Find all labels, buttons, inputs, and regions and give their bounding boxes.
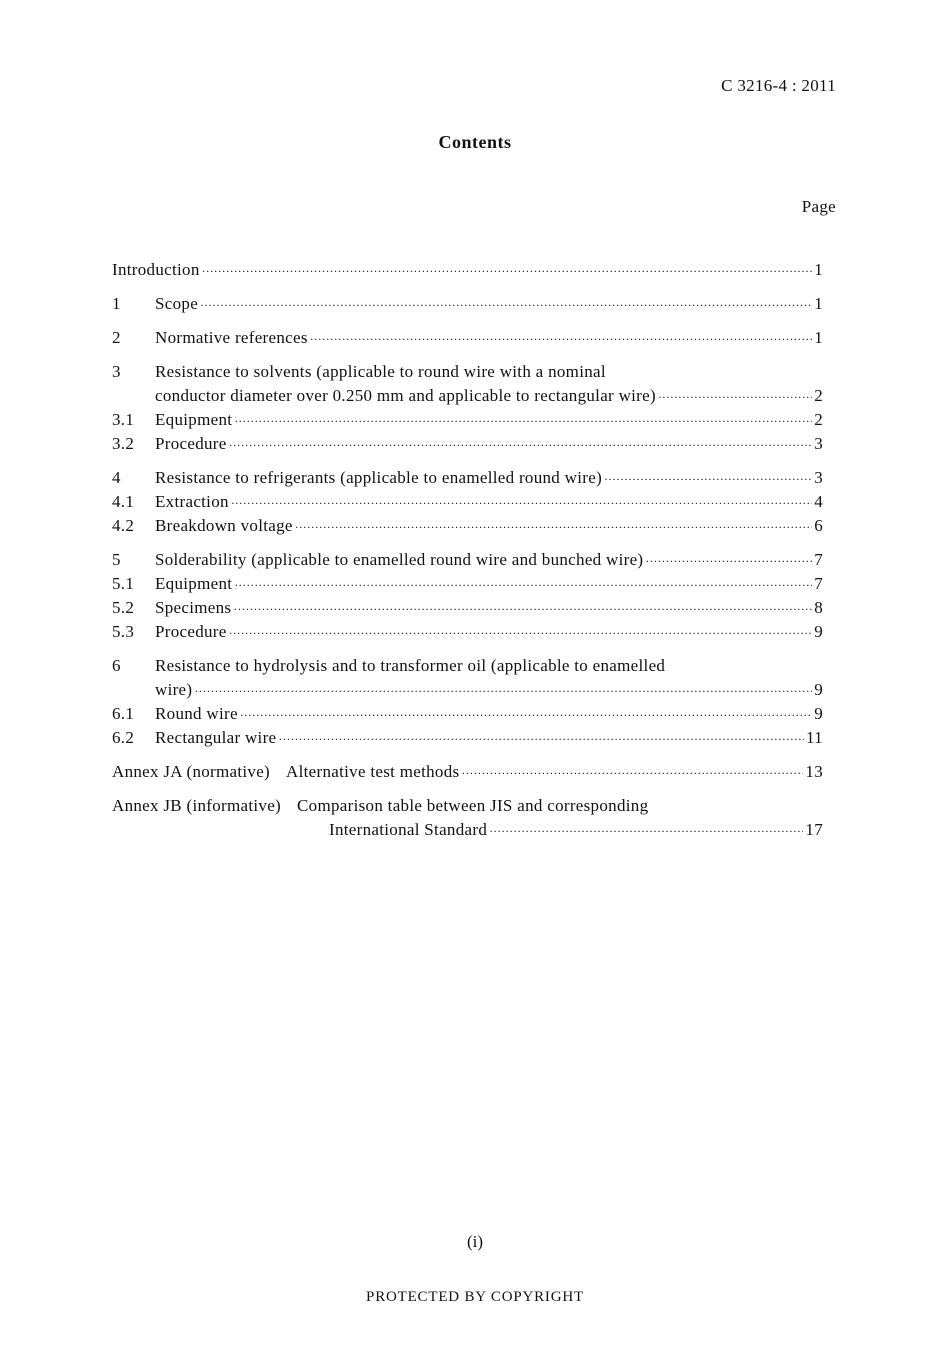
dot-leader (202, 258, 813, 283)
dot-leader (278, 726, 804, 751)
toc-entry-5-1[interactable] (112, 572, 823, 596)
page-title: Contents (438, 132, 512, 152)
toc-entry-5-3[interactable] (112, 620, 823, 644)
page-number: (i) (466, 1232, 484, 1251)
toc-entry-5-2[interactable] (112, 596, 823, 620)
toc-entry-annex-ja[interactable] (112, 760, 823, 784)
dot-leader (200, 292, 812, 317)
dot-leader (295, 514, 812, 539)
page-column-heading: Page (801, 197, 836, 216)
toc-title: Specimens (155, 598, 232, 617)
toc-page: 4 (814, 492, 823, 511)
toc-title-line1: Resistance to solvents (applicable to round wire with a nominal (155, 362, 606, 381)
dot-leader (461, 760, 803, 785)
toc-page: 9 (814, 622, 823, 641)
toc-entry-4[interactable] (112, 466, 823, 490)
toc-number: 6.1 (112, 704, 135, 723)
toc-title: Introduction (112, 260, 200, 279)
toc-entry-4-1[interactable] (112, 490, 823, 514)
toc-number: 4 (112, 468, 121, 487)
toc-page: 3 (814, 434, 823, 453)
toc-page: 7 (814, 574, 823, 593)
toc-number: 5.1 (112, 574, 135, 593)
toc-entry-2[interactable] (112, 326, 823, 350)
toc-entry-3[interactable] (112, 360, 823, 384)
toc-title: Extraction (155, 492, 229, 511)
toc-number: 3 (112, 362, 121, 381)
dot-leader (233, 596, 812, 621)
toc-entry-introduction[interactable] (112, 258, 823, 282)
toc-entry-6-2[interactable] (112, 726, 823, 750)
toc-page: 1 (814, 328, 823, 347)
document-code: C 3216-4 : 2011 (721, 76, 836, 95)
dot-leader (234, 408, 812, 433)
toc-number: 4.1 (112, 492, 135, 511)
toc-number: 5.3 (112, 622, 135, 641)
toc-page: 3 (814, 468, 823, 487)
toc-title: Equipment (155, 574, 233, 593)
toc-title-line2: wire) (155, 680, 193, 699)
toc-title: Scope (155, 294, 199, 313)
dot-leader (658, 384, 812, 409)
dot-leader (240, 702, 812, 727)
dot-leader (229, 432, 813, 457)
dot-leader (231, 490, 812, 515)
annex-label: Annex JB (informative) (112, 796, 282, 815)
toc-page: 11 (806, 728, 823, 747)
toc-entry-6-1[interactable] (112, 702, 823, 726)
toc-title: Rectangular wire (155, 728, 277, 747)
toc-number: 2 (112, 328, 121, 347)
toc-number: 5.2 (112, 598, 135, 617)
toc-page: 2 (814, 410, 823, 429)
toc-number: 6 (112, 656, 121, 675)
dot-leader (489, 818, 803, 843)
toc-number: 1 (112, 294, 121, 313)
toc-entry-annex-jb-continued[interactable] (112, 818, 823, 842)
toc-page: 17 (805, 820, 823, 839)
dot-leader (310, 326, 812, 351)
dot-leader (645, 548, 812, 573)
toc-entry-5[interactable] (112, 548, 823, 572)
dot-leader (194, 678, 812, 703)
toc-title: Alternative test methods (286, 762, 460, 781)
toc-number: 3.1 (112, 410, 135, 429)
toc-title-line1: Comparison table between JIS and corresponding (297, 796, 649, 815)
toc-title-line2: International Standard (329, 820, 488, 839)
toc-page: 1 (814, 260, 823, 279)
toc-title: Resistance to refrigerants (applicable to enamelled round wire) (155, 468, 603, 487)
toc-entry-1[interactable] (112, 292, 823, 316)
toc-page: 7 (814, 550, 823, 569)
toc-entry-6-continued[interactable] (112, 678, 823, 702)
toc-entry-3-1[interactable] (112, 408, 823, 432)
toc-title: Equipment (155, 410, 233, 429)
toc-page: 9 (814, 680, 823, 699)
dot-leader (234, 572, 812, 597)
toc-entry-3-2[interactable] (112, 432, 823, 456)
toc-entry-4-2[interactable] (112, 514, 823, 538)
toc-page: 13 (805, 762, 823, 781)
toc-title: Procedure (155, 434, 227, 453)
dot-leader (229, 620, 813, 645)
toc-title: Procedure (155, 622, 227, 641)
toc-number: 3.2 (112, 434, 135, 453)
toc-page: 9 (814, 704, 823, 723)
toc-page: 1 (814, 294, 823, 313)
toc-page: 2 (814, 386, 823, 405)
toc-entry-6[interactable] (112, 654, 823, 678)
toc-entry-3-continued[interactable] (112, 384, 823, 408)
toc-title: Solderability (applicable to enamelled round wire and bunched wire) (155, 550, 644, 569)
copyright-notice: PROTECTED BY COPYRIGHT (366, 1289, 584, 1305)
toc-page: 6 (814, 516, 823, 535)
toc-entry-annex-jb[interactable] (112, 794, 823, 818)
toc-number: 4.2 (112, 516, 135, 535)
dot-leader (604, 466, 812, 491)
toc-page: 8 (814, 598, 823, 617)
annex-label: Annex JA (normative) (112, 762, 271, 781)
table-of-contents (112, 258, 823, 842)
toc-title-line2: conductor diameter over 0.250 mm and applicable to rectangular wire) (155, 386, 656, 405)
toc-title: Normative references (155, 328, 308, 347)
toc-title-line1: Resistance to hydrolysis and to transformer oil (applicable to enamelled (155, 656, 666, 675)
toc-number: 6.2 (112, 728, 135, 747)
toc-number: 5 (112, 550, 121, 569)
toc-title: Round wire (155, 704, 238, 723)
toc-title: Breakdown voltage (155, 516, 293, 535)
